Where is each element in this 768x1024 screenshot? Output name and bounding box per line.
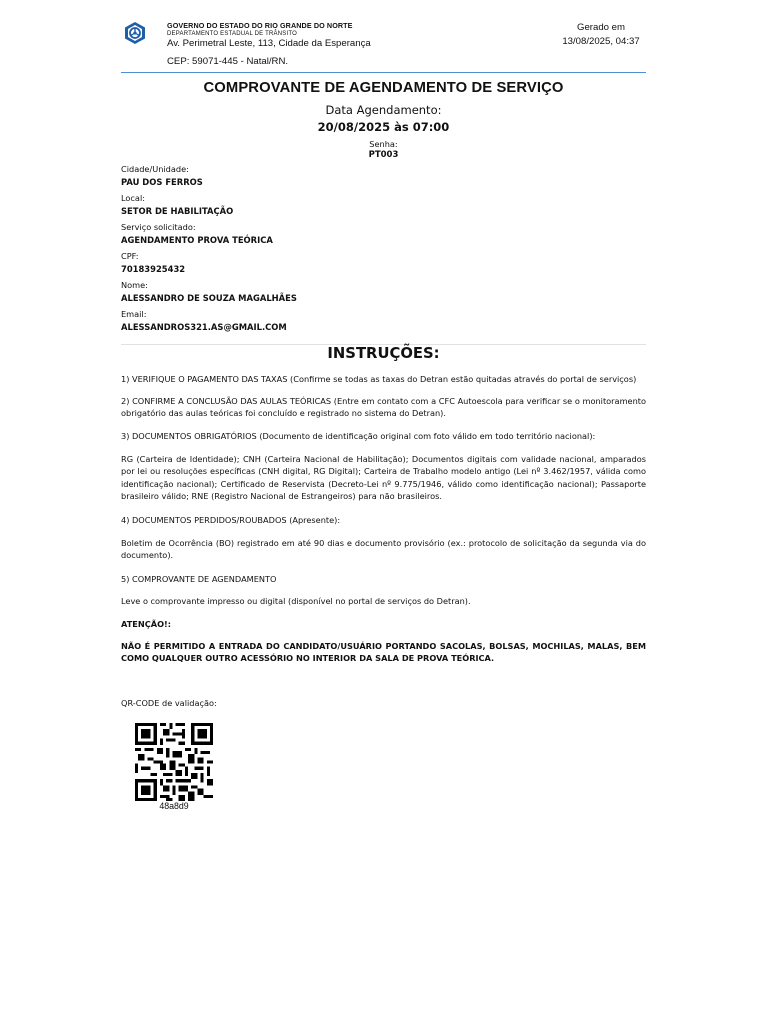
field-label: Local: xyxy=(121,193,145,203)
instructions-title: INSTRUÇÕES: xyxy=(327,345,440,362)
field-value: SETOR DE HABILITAÇÃO xyxy=(121,206,234,216)
qr-code-icon xyxy=(135,723,213,801)
qr-validation-code: 48a8d9 xyxy=(159,801,189,811)
ticket-label: Senha: xyxy=(369,139,398,149)
org-address: Av. Perimetral Leste, 113, Cidade da Esperança xyxy=(167,38,371,49)
instruction-paragraph: Leve o comprovante impresso ou digital (disponível no portal de serviços do Detran). xyxy=(121,596,471,606)
org-name: GOVERNO DO ESTADO DO RIO GRANDE DO NORTE xyxy=(167,21,353,30)
instruction-paragraph: RG (Carteira de Identidade); CNH (Carteira Nacional de Habilitação); Documentos digitais com validade nacional, amparados por lei ou resoluções específicas (CNH digital, RG Digital); Carteira de Trabalho modelo antigo (Lei nº 3.462/1957, válida como identificação nacional); Certificado de Reservista (Decreto-Lei nº 9.775/1946, válido como identificação nacional); Passaporte brasileiro válido; RNE (Registro Nacional de Estrangeiros) para não brasileiros. xyxy=(121,454,646,501)
field-service xyxy=(121,221,646,247)
attention-label: ATENÇÃO!: xyxy=(121,619,172,629)
schedule-date-label: Data Agendamento: xyxy=(325,103,442,117)
field-label: Email: xyxy=(121,309,147,319)
instruction-paragraph: 5) COMPROVANTE DE AGENDAMENTO xyxy=(121,574,277,584)
field-name xyxy=(121,279,646,305)
instruction-paragraph: 4) DOCUMENTOS PERDIDOS/ROUBADOS (Apresente): xyxy=(121,515,341,525)
generated-timestamp: 13/08/2025, 04:37 xyxy=(562,36,640,47)
field-label: CPF: xyxy=(121,251,139,261)
field-value: ALESSANDROS321.AS@GMAIL.COM xyxy=(121,322,287,332)
org-department: DEPARTAMENTO ESTADUAL DE TRÂNSITO xyxy=(167,31,297,37)
field-label: Cidade/Unidade: xyxy=(121,164,189,174)
ticket-value: PT003 xyxy=(368,150,399,160)
field-email xyxy=(121,308,646,334)
document-title: COMPROVANTE DE AGENDAMENTO DE SERVIÇO xyxy=(203,80,564,96)
header-divider xyxy=(121,72,646,73)
field-value: AGENDAMENTO PROVA TEÓRICA xyxy=(121,235,273,245)
field-value: ALESSANDRO DE SOUZA MAGALHÃES xyxy=(121,293,297,303)
field-label: Serviço solicitado: xyxy=(121,222,196,232)
attention-text: NÃO É PERMITIDO A ENTRADA DO CANDIDATO/USUÁRIO PORTANDO SACOLAS, BOLSAS, MOCHILAS, MALAS, BEM COMO QUALQUER OUTRO ACESSÓRIO NO INTERIOR DA SALA DE PROVA TEÓRICA. xyxy=(121,641,646,664)
organization-info xyxy=(167,21,371,68)
org-cep: CEP: 59071-445 - Natal/RN. xyxy=(167,56,289,67)
field-location xyxy=(121,192,646,218)
qr-label: QR-CODE de validação: xyxy=(121,698,217,708)
instruction-paragraph: 1) VERIFIQUE O PAGAMENTO DAS TAXAS (Confirme se todas as taxas do Detran estão quitadas através do portal de serviços) xyxy=(121,374,637,384)
schedule-date-value: 20/08/2025 às 07:00 xyxy=(317,120,450,134)
generated-info xyxy=(556,21,646,49)
document-header xyxy=(121,18,646,68)
field-label: Nome: xyxy=(121,280,148,290)
instruction-paragraph: 3) DOCUMENTOS OBRIGATÓRIOS (Documento de identificação original com foto válido em todo território nacional): xyxy=(121,431,596,441)
instruction-paragraph: Boletim de Ocorrência (BO) registrado em até 90 dias e documento provisório (ex.: protocolo de solicitação da segunda via do documento). xyxy=(121,538,646,561)
field-value: 70183925432 xyxy=(121,264,186,274)
field-cpf xyxy=(121,250,646,276)
document-page xyxy=(121,18,646,811)
instruction-paragraph: 2) CONFIRME A CONCLUSÃO DAS AULAS TEÓRICAS (Entre em contato com a CFC Autoescola para verificar se o monitoramento obrigatório das aulas teóricas foi concluído e registrado no sistema do Detran). xyxy=(121,396,646,419)
detran-logo-icon xyxy=(123,21,147,45)
field-value: PAU DOS FERROS xyxy=(121,177,203,187)
field-city-unit xyxy=(121,163,646,189)
generated-label: Gerado em xyxy=(577,22,625,33)
